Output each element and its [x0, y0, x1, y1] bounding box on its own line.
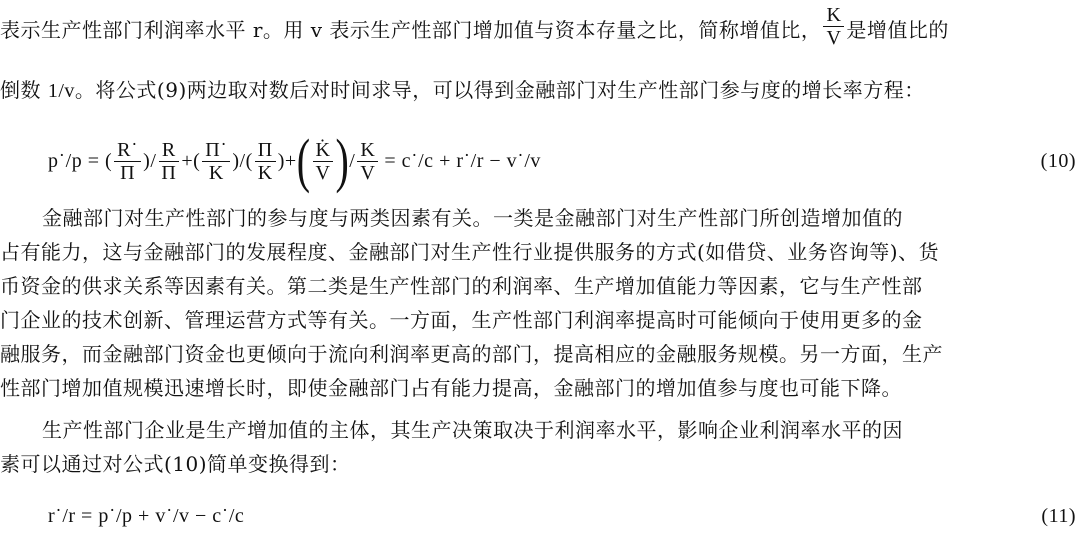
- text-segment: 表示生产性部门利润率水平 r。用 v 表示生产性部门增加值与资本存量之比，简称增值比，: [0, 18, 822, 42]
- eq10-fraction-6: [357, 139, 378, 184]
- eq10-op: /: [349, 150, 356, 172]
- text-line: 金融部门对生产性部门的参与度与两类因素有关。一类是金融部门对生产性部门所创造增加值的: [42, 206, 903, 230]
- text-line: 素可以通过对公式(10)简单变换得到：: [0, 452, 351, 476]
- eq10-op: )+: [277, 150, 297, 172]
- fraction-denominator: K: [257, 161, 273, 184]
- fraction-denominator: V: [826, 27, 842, 49]
- text-line: 生产性部门企业是生产增加值的主体，其生产决策取决于利润率水平，影响企业利润率水平的因: [42, 418, 903, 442]
- fraction-numerator: Π˙: [202, 139, 230, 162]
- text-line: 币资金的供求关系等因素有关。第二类是生产性部门的利润率、生产增加值能力等因素，它与生产性部: [0, 274, 923, 298]
- text-line-1: [0, 4, 1080, 49]
- eq10-op: +(: [181, 150, 201, 172]
- eq10-fraction-4: [255, 139, 276, 184]
- fraction-numerator: Π: [255, 139, 276, 162]
- text-segment: 是增值比的: [846, 18, 949, 42]
- equation-number: (11): [1041, 505, 1076, 527]
- fraction-numerator: K̇: [313, 139, 334, 162]
- equation-11: [0, 504, 1080, 528]
- left-paren: (: [296, 126, 311, 194]
- eq10-lhs: p˙/p = (: [48, 150, 113, 172]
- eq11-expression: r˙/r = p˙/p + v˙/v − c˙/c: [48, 505, 245, 527]
- eq10-op: )/(: [232, 150, 253, 172]
- eq10-op: )/: [143, 150, 157, 172]
- fraction-denominator: V: [315, 161, 331, 184]
- fraction-numerator: R: [159, 139, 179, 162]
- fraction-numerator: R˙: [114, 139, 141, 162]
- fraction-denominator: Π: [161, 161, 177, 184]
- text-line-2: [0, 78, 1080, 103]
- fraction-denominator: V: [360, 161, 376, 184]
- inline-fraction-1-over-v: 1/v: [47, 80, 75, 102]
- eq10-rhs: = c˙/c + r˙/r − v˙/v: [384, 150, 541, 172]
- fraction-numerator: K: [357, 139, 378, 162]
- eq10-fraction-2: [158, 139, 179, 184]
- equation-10: [0, 126, 1080, 194]
- fraction-numerator: K: [823, 4, 844, 27]
- right-paren: ): [335, 126, 350, 194]
- text-line: 占有能力，这与金融部门的发展程度、金融部门对生产性行业提供服务的方式(如借贷、业务咨询等)、货: [0, 240, 940, 264]
- eq10-fraction-5: [313, 139, 334, 184]
- eq10-fraction-3: [202, 139, 230, 184]
- text-line: 性部门增加值规模迅速增长时，即使金融部门占有能力提高，金融部门的增加值参与度也可能下降。: [0, 376, 902, 400]
- equation-number: (10): [1040, 150, 1076, 172]
- text-segment: 。将公式(9)两边取对数后对时间求导，可以得到金融部门对生产性部门参与度的增长率方程：: [74, 78, 925, 102]
- eq10-fraction-1: [114, 139, 141, 184]
- fraction-denominator: K: [208, 161, 224, 184]
- text-line: 门企业的技术创新、管理运营方式等有关。一方面，生产性部门利润率提高时可能倾向于使用更多的金: [0, 308, 923, 332]
- text-segment: 倒数: [0, 78, 41, 102]
- fraction-k-over-v: [823, 4, 844, 49]
- fraction-denominator: Π: [120, 161, 136, 184]
- text-line: 融服务，而金融部门资金也更倾向于流向利润率更高的部门，提高相应的金融服务规模。另一方面，生产: [0, 342, 943, 366]
